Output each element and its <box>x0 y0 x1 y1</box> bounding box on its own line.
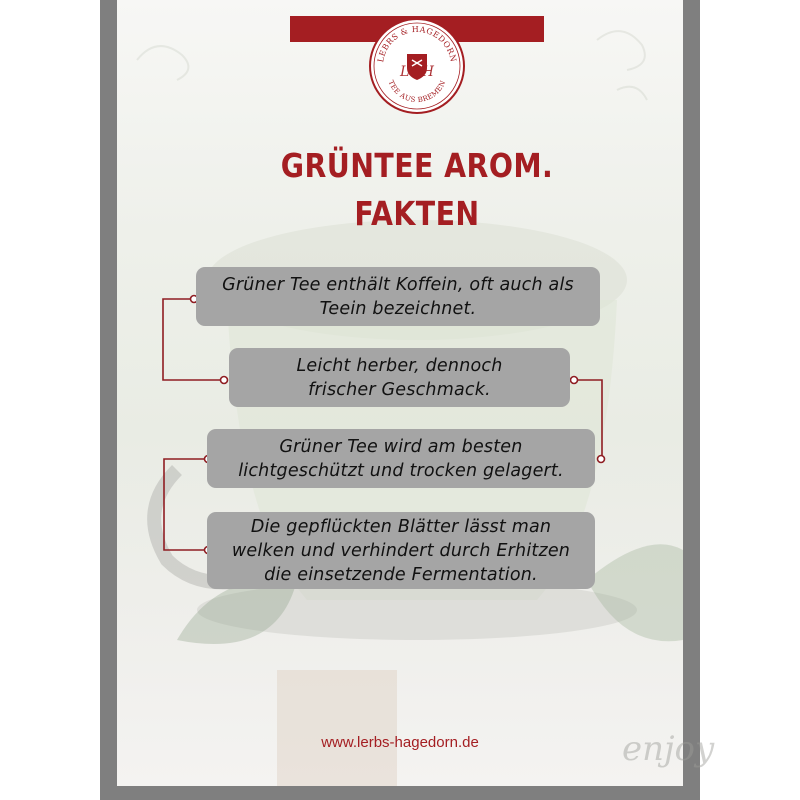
svg-text:L&H: L&H <box>400 64 434 80</box>
fact-text-3: Grüner Tee wird am besten lichtgeschützt und trocken gelagert. <box>238 436 564 481</box>
connector-dot <box>598 456 605 463</box>
connector-dot <box>571 377 578 384</box>
fact-box-4 <box>207 512 595 589</box>
fact-text-1: Grüner Tee enthält Koffein, oft auch als Teein bezeichnet. <box>222 274 574 319</box>
connector-dot <box>221 377 228 384</box>
fact-box-1 <box>196 267 600 326</box>
enjoy-watermark: enjoy <box>622 729 715 769</box>
fact-text-4: Die gepflückten Blätter lässt man welken und verhindert durch Erhitzen die einsetzende Fermentation. <box>231 516 571 585</box>
fact-box-2 <box>229 348 570 407</box>
infographic-card <box>100 0 715 800</box>
svg-text:TEE AUS BREMEN: TEE AUS BREMEN <box>386 79 448 105</box>
infographic-panel <box>117 0 715 786</box>
fact-box-3 <box>207 429 595 488</box>
svg-text:LEBRS & HAGEDORN: LEBRS & HAGEDORN <box>376 24 458 63</box>
fact-text-2: Leicht herber, dennoch frischer Geschmack. <box>296 355 503 400</box>
title-line-1: GRÜNTEE AROM. <box>280 146 554 185</box>
website-url: www.lerbs-hagedorn.de <box>321 734 479 751</box>
title-line-2: FAKTEN <box>354 194 480 233</box>
